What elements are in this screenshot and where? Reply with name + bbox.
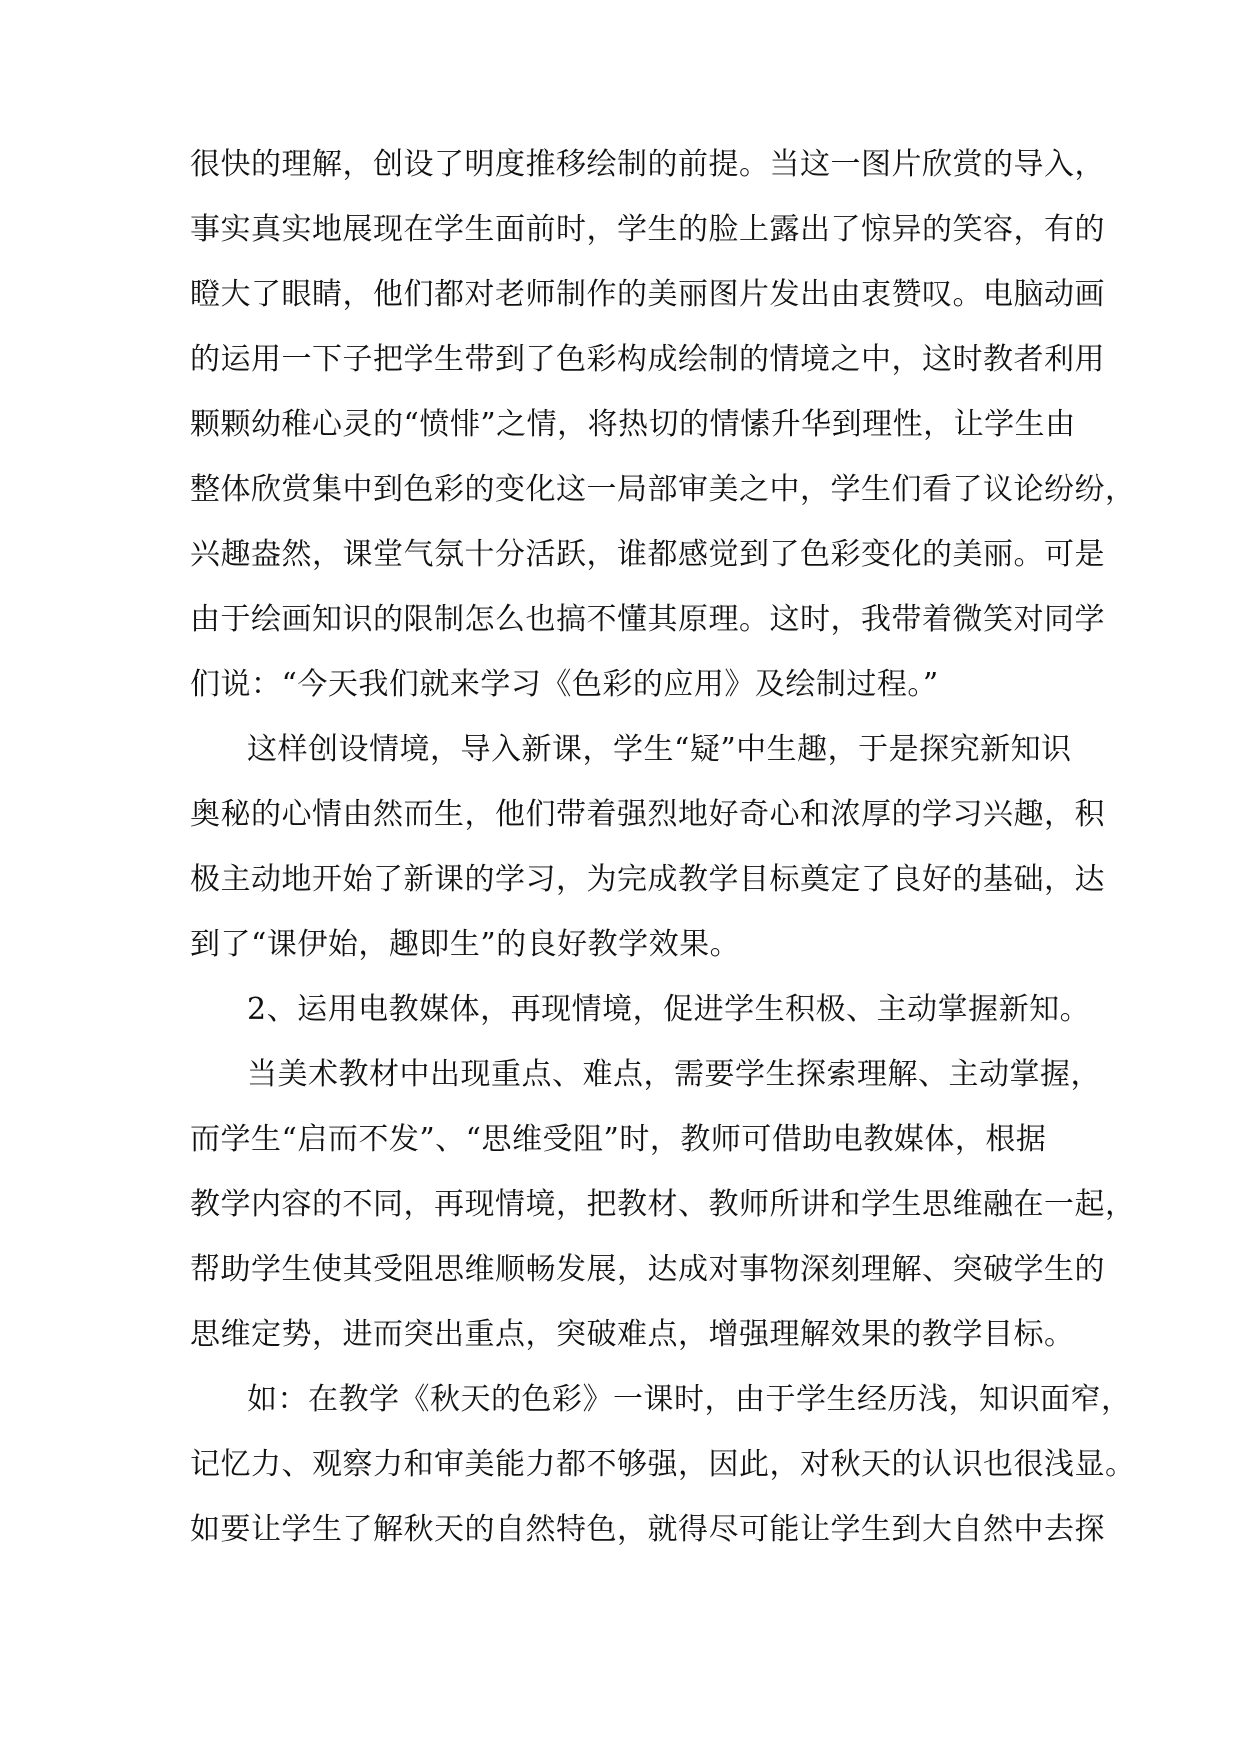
body-text xyxy=(190,132,1136,1562)
text-line: 很快的理解，创设了明度推移绘制的前提。当这一图片欣赏的导入， xyxy=(190,147,1105,182)
text-line: 教学内容的不同，再现情境，把教材、教师所讲和学生思维融在一起， xyxy=(190,1187,1136,1222)
text-line: 思维定势，进而突出重点，突破难点，增强理解效果的教学目标。 xyxy=(190,1317,1075,1352)
text-line: 整体欣赏集中到色彩的变化这一局部审美之中，学生们看了议论纷纷， xyxy=(190,472,1136,507)
paragraph-first-line: 这样创设情境，导入新课，学生“疑”中生趣，于是探究新知识 xyxy=(247,732,1072,767)
paragraph-first-line: 当美术教材中出现重点、难点，需要学生探索理解、主动掌握， xyxy=(247,1057,1101,1092)
text-line: 记忆力、观察力和审美能力都不够强，因此，对秋天的认识也很浅显。 xyxy=(190,1447,1136,1482)
text-line: 瞪大了眼睛，他们都对老师制作的美丽图片发出由衷赞叹。电脑动画 xyxy=(190,277,1105,312)
paragraph-first-line: 2、运用电教媒体，再现情境，促进学生积极、主动掌握新知。 xyxy=(247,992,1091,1027)
text-line: 由于绘画知识的限制怎么也搞不懂其原理。这时，我带着微笑对同学 xyxy=(190,602,1105,637)
text-line: 如要让学生了解秋天的自然特色，就得尽可能让学生到大自然中去探 xyxy=(190,1512,1105,1547)
text-line: 的运用一下子把学生带到了色彩构成绘制的情境之中，这时教者利用 xyxy=(190,342,1105,377)
text-line: 帮助学生使其受阻思维顺畅发展，达成对事物深刻理解、突破学生的 xyxy=(190,1252,1105,1287)
text-line: 颗颗幼稚心灵的“愤悱”之情，将热切的情愫升华到理性，让学生由 xyxy=(190,407,1076,442)
text-line: 而学生“启而不发”、“思维受阻”时，教师可借助电教媒体，根据 xyxy=(190,1122,1047,1157)
text-line: 事实真实地展现在学生面前时，学生的脸上露出了惊异的笑容，有的 xyxy=(190,212,1105,247)
text-line: 极主动地开始了新课的学习，为完成教学目标奠定了良好的基础，达 xyxy=(190,862,1105,897)
text-line: 兴趣盎然，课堂气氛十分活跃，谁都感觉到了色彩变化的美丽。可是 xyxy=(190,537,1105,572)
text-line: 们说：“今天我们就来学习《色彩的应用》及绘制过程。” xyxy=(190,667,939,702)
text-line: 奥秘的心情由然而生，他们带着强烈地好奇心和浓厚的学习兴趣，积 xyxy=(190,797,1105,832)
paragraph-first-line: 如：在教学《秋天的色彩》一课时，由于学生经历浅，知识面窄， xyxy=(247,1382,1132,1417)
text-line: 到了“课伊始，趣即生”的良好教学效果。 xyxy=(190,927,741,962)
